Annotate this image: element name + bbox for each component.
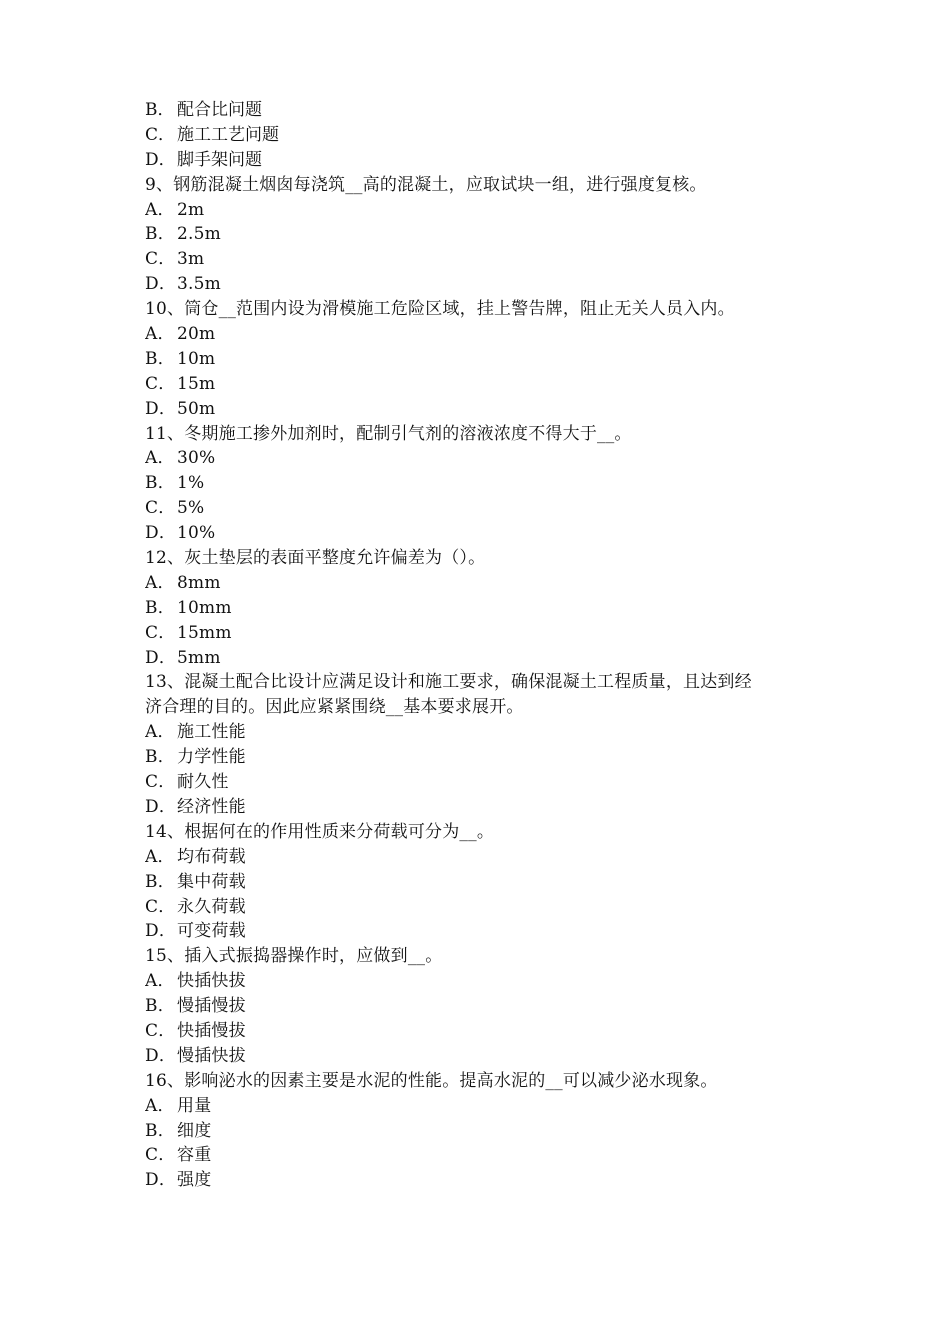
document-page — [145, 98, 825, 1193]
option-letter: C． — [145, 498, 176, 519]
option-letter: A． — [145, 1095, 175, 1116]
option-a — [145, 198, 825, 223]
option-c — [145, 496, 825, 521]
option-letter: B． — [145, 1120, 175, 1141]
option-letter: D． — [145, 647, 177, 668]
option-letter: A． — [145, 448, 175, 469]
option-text: 8mm — [177, 572, 221, 593]
option-text: 耐久性 — [177, 772, 229, 793]
option-c — [145, 247, 825, 272]
option-b — [145, 745, 825, 770]
question-12 — [145, 546, 825, 670]
option-b — [145, 98, 825, 123]
option-text: 快插快拔 — [177, 971, 246, 992]
option-letter: D． — [145, 149, 176, 170]
option-text: 细度 — [177, 1120, 212, 1141]
option-letter: C． — [145, 896, 176, 917]
option-letter: C． — [145, 622, 176, 643]
option-text: 3m — [177, 249, 205, 270]
question-text: 15、插入式振捣器操作时，应做到__。 — [145, 946, 443, 967]
option-c — [145, 123, 825, 148]
question-10 — [145, 297, 825, 421]
option-a — [145, 322, 825, 347]
option-text: 经济性能 — [177, 796, 246, 817]
question-text: 12、灰土垫层的表面平整度允许偏差为（）。 — [145, 548, 486, 569]
question-13 — [145, 670, 825, 819]
option-text: 15mm — [177, 622, 232, 643]
option-text: 10m — [177, 348, 216, 369]
option-c — [145, 372, 825, 397]
option-letter: B． — [145, 348, 175, 369]
option-text: 永久荷载 — [177, 896, 246, 917]
option-b — [145, 1119, 825, 1144]
option-letter: D． — [145, 398, 177, 419]
option-c — [145, 1019, 825, 1044]
option-letter: B． — [145, 100, 175, 120]
option-letter: C． — [145, 772, 176, 793]
option-text: 2.5m — [177, 224, 221, 245]
option-letter: B． — [145, 473, 175, 494]
option-b — [145, 994, 825, 1019]
option-text: 30% — [177, 448, 216, 469]
option-a — [145, 446, 825, 471]
option-text: 均布荷载 — [177, 846, 246, 867]
option-text: 慢插慢拔 — [177, 996, 246, 1017]
option-text: 容重 — [177, 1145, 212, 1166]
option-letter: A． — [145, 199, 175, 220]
option-text: 脚手架问题 — [177, 149, 262, 170]
option-text: 施工性能 — [177, 722, 246, 743]
option-a — [145, 720, 825, 745]
option-text: 快插慢拔 — [177, 1020, 246, 1041]
option-text: 5mm — [177, 647, 221, 668]
option-d — [145, 1168, 825, 1193]
option-b — [145, 222, 825, 247]
option-letter: C． — [145, 249, 176, 270]
option-a — [145, 571, 825, 596]
option-c — [145, 895, 825, 920]
question-text: 14、根据何在的作用性质来分荷载可分为__。 — [145, 821, 495, 842]
option-letter: A． — [145, 572, 175, 593]
option-c — [145, 770, 825, 795]
option-letter: C． — [145, 124, 176, 145]
option-b — [145, 596, 825, 621]
option-d — [145, 272, 825, 297]
option-text: 集中荷载 — [177, 871, 246, 892]
option-text: 用量 — [177, 1095, 212, 1116]
option-c — [145, 1143, 825, 1168]
option-d — [145, 1044, 825, 1069]
question-text: 11、冬期施工掺外加剂时，配制引气剂的溶液浓度不得大于__。 — [145, 423, 632, 444]
question-11 — [145, 422, 825, 546]
option-text: 力学性能 — [177, 747, 246, 768]
carryover-options — [145, 98, 825, 173]
option-letter: C． — [145, 1020, 176, 1041]
option-letter: D． — [145, 921, 177, 942]
option-a — [145, 969, 825, 994]
option-b — [145, 471, 825, 496]
option-d — [145, 919, 825, 944]
question-text: 10、筒仓__范围内设为滑模施工危险区域，挂上警告牌，阻止无关人员入内。 — [145, 299, 735, 320]
option-b — [145, 347, 825, 372]
option-letter: B． — [145, 224, 175, 245]
option-letter: D． — [145, 1045, 177, 1066]
option-letter: B． — [145, 747, 175, 768]
question-text: 16、影响泌水的因素主要是水泥的性能。提高水泥的__可以减少泌水现象。 — [145, 1070, 718, 1091]
option-text: 15m — [177, 373, 216, 394]
option-text: 5% — [177, 498, 205, 519]
question-9 — [145, 173, 825, 297]
option-text: 3.5m — [177, 274, 221, 295]
option-d — [145, 397, 825, 422]
option-letter: A． — [145, 324, 175, 345]
option-d — [145, 646, 825, 671]
question-15 — [145, 944, 825, 1068]
question-14 — [145, 820, 825, 944]
option-letter: A． — [145, 722, 175, 743]
option-text: 2m — [177, 199, 205, 220]
option-letter: B． — [145, 597, 175, 618]
question-text-continued: 济合理的目的。因此应紧紧围绕__基本要求展开。 — [145, 697, 524, 718]
option-letter: B． — [145, 871, 175, 892]
option-letter: A． — [145, 971, 175, 992]
option-a — [145, 845, 825, 870]
option-c — [145, 621, 825, 646]
option-letter: D． — [145, 274, 177, 295]
option-text: 10mm — [177, 597, 232, 618]
option-text: 慢插快拔 — [177, 1045, 246, 1066]
option-text: 强度 — [177, 1170, 212, 1191]
option-letter: B． — [145, 996, 175, 1017]
option-d — [145, 148, 825, 173]
option-a — [145, 1094, 825, 1119]
option-letter: A． — [145, 846, 175, 867]
option-text: 配合比问题 — [177, 100, 262, 120]
option-d — [145, 795, 825, 820]
option-text: 10% — [177, 523, 216, 544]
question-text: 13、混凝土配合比设计应满足设计和施工要求，确保混凝土工程质量，且达到经 — [145, 672, 752, 693]
option-letter: D． — [145, 523, 177, 544]
option-text: 50m — [177, 398, 216, 419]
option-text: 1% — [177, 473, 205, 494]
option-text: 可变荷载 — [177, 921, 246, 942]
option-d — [145, 521, 825, 546]
question-16 — [145, 1069, 825, 1193]
option-letter: C． — [145, 1145, 176, 1166]
option-text: 20m — [177, 324, 216, 345]
question-text: 9、钢筋混凝土烟囱每浇筑__高的混凝土，应取试块一组，进行强度复核。 — [145, 174, 707, 195]
option-text: 施工工艺问题 — [177, 124, 279, 145]
option-letter: D． — [145, 1170, 177, 1191]
option-letter: D． — [145, 796, 177, 817]
option-b — [145, 870, 825, 895]
option-letter: C． — [145, 373, 176, 394]
